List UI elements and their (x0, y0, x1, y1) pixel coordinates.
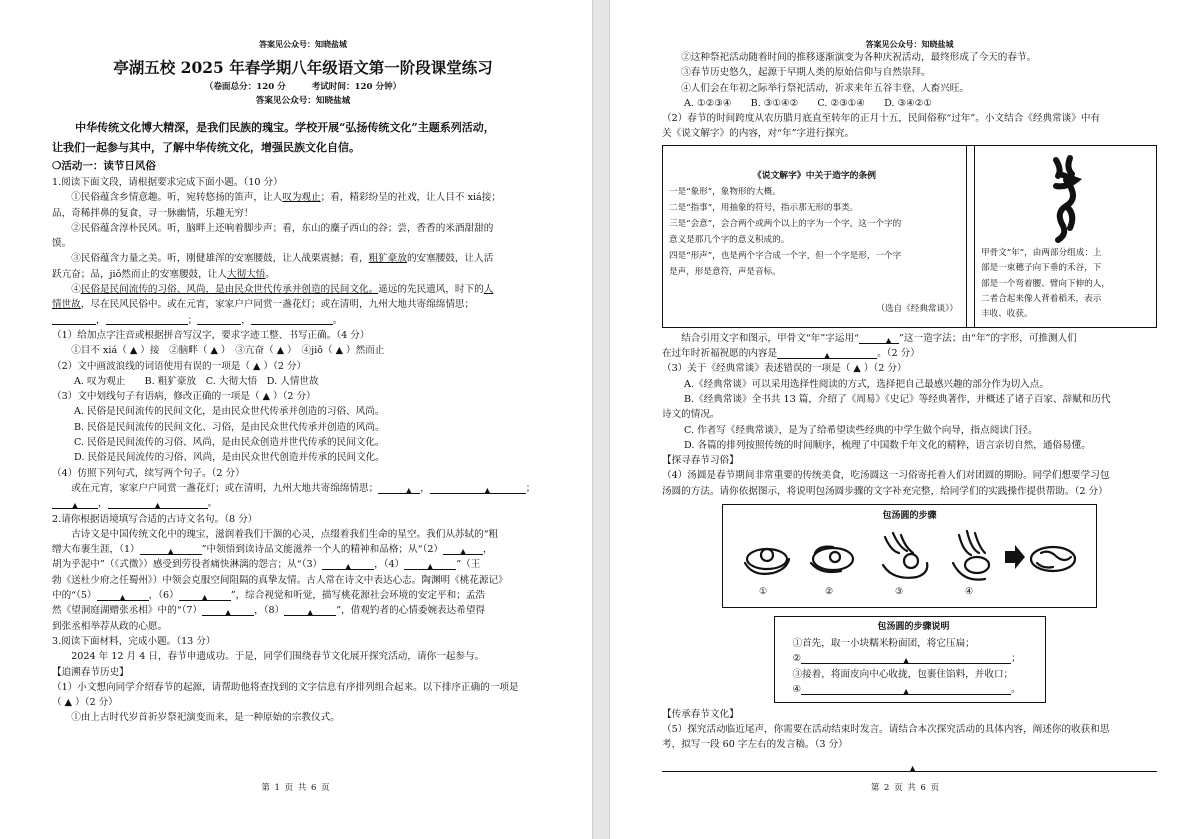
q3-sub-4a: （4）汤圆是春节期间非常重要的传统美食，吃汤圆这一习俗寄托着人们对团圆的期盼。同学们想要学习包 (662, 470, 1110, 482)
source-note: （选自《经典常谈》） (876, 303, 958, 314)
step-5-ball-icon (1031, 547, 1075, 571)
q1-sub-2-options (52, 374, 554, 389)
rule-line: 一是“象形”，象物形的大概。 (669, 186, 781, 197)
q3-section-1: 【追溯春节历史】 (52, 666, 129, 678)
oracle-desc-line: 丰收、收获。 (981, 309, 1033, 320)
activity-1-heading: ❍活动一：读节日风俗 (52, 160, 156, 172)
oracle-desc-line: 部是一束穗子向下垂的禾谷，下 (981, 263, 1102, 274)
answer-blank[interactable] (859, 333, 899, 344)
answer-mark: ▲ (154, 501, 161, 511)
oracle-desc-line: 二者合起来像人背着稻禾，表示 (981, 294, 1102, 304)
shuowen-rules-cell (663, 145, 967, 327)
answer-mark: ▲ (484, 485, 491, 495)
q3-sub-1-item-2: ②这种祭祀活动随着时间的推移逐渐演变为各种庆祝活动，最终形成了今天的春节。 (681, 52, 1037, 63)
q2-line-6 (52, 603, 554, 618)
q2-title: 2.请你根据语境填写合适的古诗文名句。（8 分） (52, 513, 258, 525)
q1-sub-4: （4）仿照下列句式，续写两个句子。（2 分） (52, 467, 245, 479)
q2-line-1: 古诗文是中国传统文化中的瑰宝，滋润着我们干涸的心灵，点缀着我们生命的星空。我们从苏轼的“粗 (71, 528, 499, 540)
oracle-bone-nian-icon (981, 150, 1150, 246)
answer-blank[interactable] (52, 498, 98, 509)
text: 的安塞腰鼓，让人活 (406, 253, 494, 265)
option-b[interactable]: B. 民俗是民间流传的民间文化、习俗，是由民众世代传承并创造的风尚。 (74, 421, 385, 433)
answer-mark: ▲ (824, 351, 831, 361)
q3-sub-1b: （ ▲ ）（2 分） (52, 697, 118, 709)
text: 。（2 分） (877, 348, 920, 360)
text: ，尽在民风民俗中。或在元宵，家家户户同赏一盏花灯；或在清明，九州大地共寄绵绵情思； (80, 299, 475, 311)
score-line: （卷面总分：120 分 考试时间：120 分钟） (204, 82, 402, 92)
page-footer: 第 1 页 共 6 页 (261, 783, 331, 793)
answer-blank[interactable] (52, 314, 96, 325)
text: ，（6） (148, 590, 179, 602)
q2-line-3 (52, 557, 554, 572)
answer-mark: ▲ (71, 501, 79, 511)
option-c[interactable]: C. 民俗是民间流传的习俗、风尚，是由民众创造并世代传承的民间文化。 (74, 437, 385, 449)
answer-mark: ▲ (903, 687, 910, 697)
option-b[interactable]: B. 粗犷豪放 (144, 375, 197, 387)
note-step-4: ④ ▲ 。 (792, 684, 1021, 697)
step-label: ① (759, 587, 768, 598)
wavy-word: 粗犷豪放 (368, 253, 407, 265)
oracle-desc-line: 部是一个弯着腰、臂向下伸的人， (981, 278, 1110, 289)
note-step-1: ①首先，取一小块糯米粉面团，将它压扁； (792, 637, 975, 649)
q2-line-2: 缯大布裹生涯，（1） ▲ ”中领悟到读诗品文能滋养一个人的精神和品格；从“（2） ▲ ， (52, 544, 493, 557)
q1-para-1b: 品，奇稀拌鼻的复食，寻一脉幽情，乐趣无穷！ (52, 207, 254, 219)
notes-title: 包汤圆的步骤说明 (877, 622, 950, 633)
answer-blank[interactable] (97, 590, 149, 601)
option-b[interactable]: B.《经典常谈》全书共 13 篇，介绍了《周易》《史记》等经典著作，并概述了诸子百家、辞赋和历代 (684, 394, 1111, 405)
shuowen-table (662, 145, 1157, 328)
option-d[interactable]: D. 民俗是民间流传的习俗、风尚，是由民众世代创造并传承的民间文化。 (74, 452, 385, 464)
q1-sub-2: （2）文中画波浪线的词语使用有误的一项是（ ▲ ）（2 分） (52, 360, 307, 372)
q3-sub-3: （3）关于《经典常谈》表述错误的一项是（ ▲ ）（2 分） (662, 363, 907, 375)
page-2-content (662, 38, 1157, 772)
text: ，（8） (254, 605, 285, 617)
answer-blank[interactable] (322, 559, 374, 570)
q3-sub-2-question-2 (662, 346, 1157, 361)
q1-title: 1.阅读下面文段，请根据要求完成下面小题。（10 分） (52, 177, 283, 188)
q3-sub-2-question (662, 331, 1157, 346)
answer-mark: ▲ (167, 547, 174, 557)
step-3-hand-icon (883, 533, 927, 578)
section-heading: 【传承春节文化】 (662, 708, 739, 720)
answer-mark: ▲ (909, 764, 916, 774)
q3-sub-1a: （1）小文想向同学介绍春节的起源，请帮助他将查找到的文字信息有序排列组合起来。以下排序正确的一项是 (52, 681, 519, 693)
text: 。 (265, 268, 275, 280)
wavy-word: 大彻大悟 (226, 268, 266, 280)
page-gutter (592, 0, 610, 839)
option-d[interactable]: D. 各篇的排列按照传统的时间顺序，梳理了中国数千年文化的精粹，语言亲切自然，通俗易懂。 (684, 439, 1091, 451)
page-footer: 第 2 页 共 6 页 (870, 783, 941, 793)
page-header-2: 答案见公众号：知晓盐城 (255, 96, 351, 106)
text: 在过年时祈福祝愿的内容是 (662, 348, 778, 360)
option-a[interactable]: A. ①②③④ (684, 97, 732, 109)
q3-sub-1-item-3: ③春节历史悠久，起源于早期人类的原始信仰与自然崇拜。 (681, 67, 931, 79)
q1-sub-3: （3）文中划线句子有语病，修改正确的一项是（ ▲ ）（2 分） (52, 391, 316, 403)
rule-line: 意义是那几个字的意义积成的。 (669, 234, 790, 245)
q1-para-4-blanks: ， ； ， 。 (52, 313, 554, 328)
step-1-hand-icon (745, 549, 789, 574)
model-sentence: 或在元宵，家家户户同赏一盏花灯；或在清明，九州大地共寄绵绵情思； (71, 482, 379, 494)
arrow-right-icon (1005, 545, 1025, 569)
q3-sub-1-item-4: ④人们会在年初之际举行祭祀活动，祈求来年五谷丰登、人畜兴旺。 (681, 82, 969, 94)
option-a[interactable]: A. 民俗是民间流传的民间文化，是由民众世代传承并创造的习俗、风尚。 (74, 406, 385, 418)
answer-line[interactable] (662, 758, 1157, 772)
answer-blank[interactable] (801, 684, 1011, 695)
option-b-cont: 诗文的情况。 (662, 409, 720, 421)
option-c[interactable]: C. 大彻大悟 (205, 375, 258, 387)
answer-mark: ▲ (405, 485, 412, 495)
text: ③民俗蕴含力量之美。听，刚健雄浑的安塞腰鼓，让人战栗震撼；看， (71, 253, 369, 265)
q1-sub-1: （1）给加点字注音或根据拼音写汉字，要求字迹工整、书写正确。（4 分） (52, 329, 370, 341)
rule-line: 二是“指事”，用抽象的符号，指示那无形的事类。 (669, 202, 859, 213)
q2-line-7: 到张丞相举荐从政的心愿。 (52, 620, 168, 632)
option-d[interactable]: D. ③④②① (884, 97, 932, 109)
step-label: ② (825, 587, 834, 598)
q1-para-2b: 馍。 (52, 238, 72, 250)
rule-line: 三是“会意”，会合两个或两个以上的字为一个字，这一个字的 (669, 218, 902, 229)
rule-line: 四是“形声”，也是两个字合成一个字，但一个字是形，一个字 (669, 250, 902, 261)
page-header: 答案见公众号：知晓盐城 (259, 39, 347, 49)
q1-sub-4-blanks: ▲ ， ▲ 。 (52, 496, 554, 511)
answer-blank[interactable] (106, 314, 188, 325)
option-b[interactable]: B. ③①④② (750, 97, 799, 109)
table-gap (967, 145, 975, 327)
q3-sub-5a: （5）探究活动临近尾声，你需要在活动结束时发言。请结合本次探究活动的具体内容，阐述你的收获和思 (662, 723, 1110, 735)
exam-page-1 (0, 0, 592, 839)
figure-title: 包汤圆的步骤 (882, 511, 937, 522)
answer-mark: ▲ (427, 562, 434, 572)
q3-intro: 2024 年 12 月 4 日，春节申遗成功。于是，同学们围绕春节文化展开探究活动，请你一起参与。 (71, 651, 485, 663)
wavy-word: 叹为观止 (282, 192, 321, 204)
text: ”中领悟到读诗品文能滋养一个人的精神和品格；从“（2） (201, 544, 444, 556)
answer-blank[interactable] (404, 559, 456, 570)
q3-title: 3.阅读下面材料，完成小题。（13 分） (52, 635, 216, 647)
q3-sub-1-item-1: ①由上古时代岁首祈岁祭祀演变而来，是一种原始的宗教仪式。 (71, 712, 340, 724)
text: ④ (71, 284, 81, 296)
section-heading: 【探寻春节习俗】 (662, 455, 739, 467)
text: 胡为乎泥中”（《式微》）感受到劳役者痛快淋漓的怨言；从“（3） (52, 559, 323, 571)
text: ”，综合视觉和听觉，描写桃花源社会环境的安定平和；孟浩 (230, 590, 486, 602)
answer-mark: ▲ (119, 593, 126, 603)
text: 缯大布裹生涯，（1） (52, 544, 140, 556)
text: 然《望洞庭湖赠张丞相》中的“（7） (52, 605, 203, 617)
answer-mark: ▲ (903, 656, 910, 666)
answer-mark: ▲ (345, 562, 352, 572)
answer-blank[interactable] (202, 605, 254, 616)
answer-blank[interactable] (443, 544, 483, 555)
step-label: ③ (895, 587, 904, 598)
answer-mark: ▲ (201, 593, 208, 603)
q1-para-3b (52, 267, 554, 282)
q2-line-5 (52, 588, 554, 603)
q3-sub-2a: （2）春节的时间跨度从农历腊月底直至转年的正月十五，民间俗称“过年”。小文结合《经典常谈》中有 (662, 113, 1101, 125)
text: ；看，精彩纷呈的社戏，让人目不 xiá接； (320, 192, 501, 204)
answer-blank[interactable] (251, 314, 333, 325)
text: 跃亢奋；品，jiǒ然而止的安塞腰鼓，让人 (52, 268, 227, 280)
answer-blank[interactable] (197, 314, 241, 325)
answer-blank[interactable] (108, 498, 208, 509)
text: 中的“（5） (52, 590, 97, 602)
page-1-content (52, 38, 554, 726)
wavy-word: 情世故 (52, 299, 81, 311)
q3-sub-1-options (662, 96, 1157, 111)
note-step-2: ② ▲ ； (792, 653, 1021, 666)
q3-sub-2b: 关《说文解字》的内容，对“年”字进行探究。 (662, 128, 855, 140)
text: ①民俗蕴含乡情意趣。听，宛转悠扬的笛声，让人 (71, 192, 283, 204)
note-step-3: ③接着，将面皮向中心收拢，包裹住馅料，并收口； (792, 668, 1014, 680)
q3-sub-4b: 汤圆的方法。请你依据图示，将说明包汤圆步骤的文字补充完整，给同学们的实践操作提供帮助。（2 分） (662, 485, 1108, 497)
text: 结合引用文字和图示，甲骨文“年”字运用“ (681, 332, 859, 344)
answer-blank[interactable] (140, 544, 202, 555)
text: ”这一造字法；由“年”的字形，可推测人们 (899, 332, 1077, 344)
step-label: ④ (965, 587, 974, 598)
q1-sub-4-model: 或在元宵，家家户户同赏一盏花灯；或在清明，九州大地共寄绵绵情思； ▲ ， ▲ ； (71, 482, 536, 495)
answer-blank[interactable] (179, 590, 231, 601)
tangyuan-hands-icon (723, 523, 1096, 609)
option-d[interactable]: D. 人情世故 (266, 375, 319, 387)
answer-blank[interactable] (430, 483, 526, 494)
answer-mark: ▲ (885, 335, 892, 345)
text: ”（王 (456, 559, 481, 571)
q1-para-3a (52, 251, 554, 266)
oracle-cell (975, 145, 1157, 327)
answer-mark: ▲ (225, 608, 232, 618)
underlined-sentence: 民俗是民间流传的习俗、风尚，是由民众世代传承并创造的民间文化。 (80, 284, 379, 296)
option-a[interactable]: A. 叹为观止 (74, 375, 126, 387)
step-4-hand-icon (953, 531, 989, 580)
option-c[interactable]: C. 作者写《经典常谈》，是为了给希望读些经典的中学生做个向导，指点阅读门径。 (684, 424, 1038, 436)
oracle-desc-line: 甲骨文“年”，由两部分组成：上 (981, 247, 1102, 258)
rule-line: 是声，形是意符，声是音标。 (669, 266, 781, 277)
tangyuan-steps-figure (722, 504, 1097, 608)
answer-blank[interactable] (284, 605, 336, 616)
q2-line-4: 勃《送杜少府之任蜀州》）中领会克服空间阻隔的真挚友情。古人常在诗文中表达心志。陶渊明《桃花源记》 (52, 574, 508, 586)
q1-sub-1-items: ①目不 xiá（ ▲ ）接 ②脑畔（ ▲ ） ③亢奋（ ▲ ） ④jiǒ（ ▲ ）然而止 (71, 345, 385, 357)
text: ④ (792, 684, 802, 696)
page-header: 答案见公众号：知晓盐城 (865, 39, 954, 49)
tangyuan-notes-box (774, 616, 1046, 703)
exam-page-2 (610, 0, 1201, 839)
option-a[interactable]: A.《经典常谈》可以采用选择性阅读的方式，选择把自己最感兴趣的部分作为切入点。 (684, 378, 1049, 390)
q3-sub-5b: 考，拟写一段 60 字左右的发言稿。（3 分） (662, 739, 848, 751)
shuowen-title: 《说文解字》中关于造字的条例 (752, 170, 877, 181)
answer-mark: ▲ (459, 547, 467, 557)
text: 遥远的先民遗风，时下的 (378, 284, 484, 296)
option-c[interactable]: C. ②③①④ (817, 97, 865, 109)
answer-blank[interactable] (801, 653, 1011, 664)
intro-line-1: 中华传统文化博大精深，是我们民族的瑰宝。学校开展“弘扬传统文化”主题系列活动， (75, 121, 495, 134)
answer-blank[interactable] (378, 483, 420, 494)
exam-title: 亭湖五校 2025 年春学期八年级语文第一阶段课堂练习 (113, 58, 493, 77)
text: ”，借观钓者的心情委婉表达希望得 (336, 605, 486, 617)
intro-line-2: 让我们一起参与其中，了解中华传统文化，增强民族文化自信。 (52, 141, 360, 154)
answer-mark: ▲ (307, 608, 314, 618)
text: ② (792, 653, 802, 665)
q1-para-4a (52, 282, 554, 297)
wavy-word: 人 (483, 284, 494, 296)
q1-para-1a (52, 190, 554, 205)
q1-para-4b (52, 297, 554, 312)
q1-para-2a: ②民俗蕴含淳朴民风。听，脑畔上还响着脚步声；看，东山的麋子西山的谷；尝，香香的米酒甜甜的 (71, 222, 494, 234)
text: ，（4） (374, 559, 405, 571)
step-2-hand-icon (811, 547, 853, 572)
answer-blank[interactable] (777, 348, 877, 359)
